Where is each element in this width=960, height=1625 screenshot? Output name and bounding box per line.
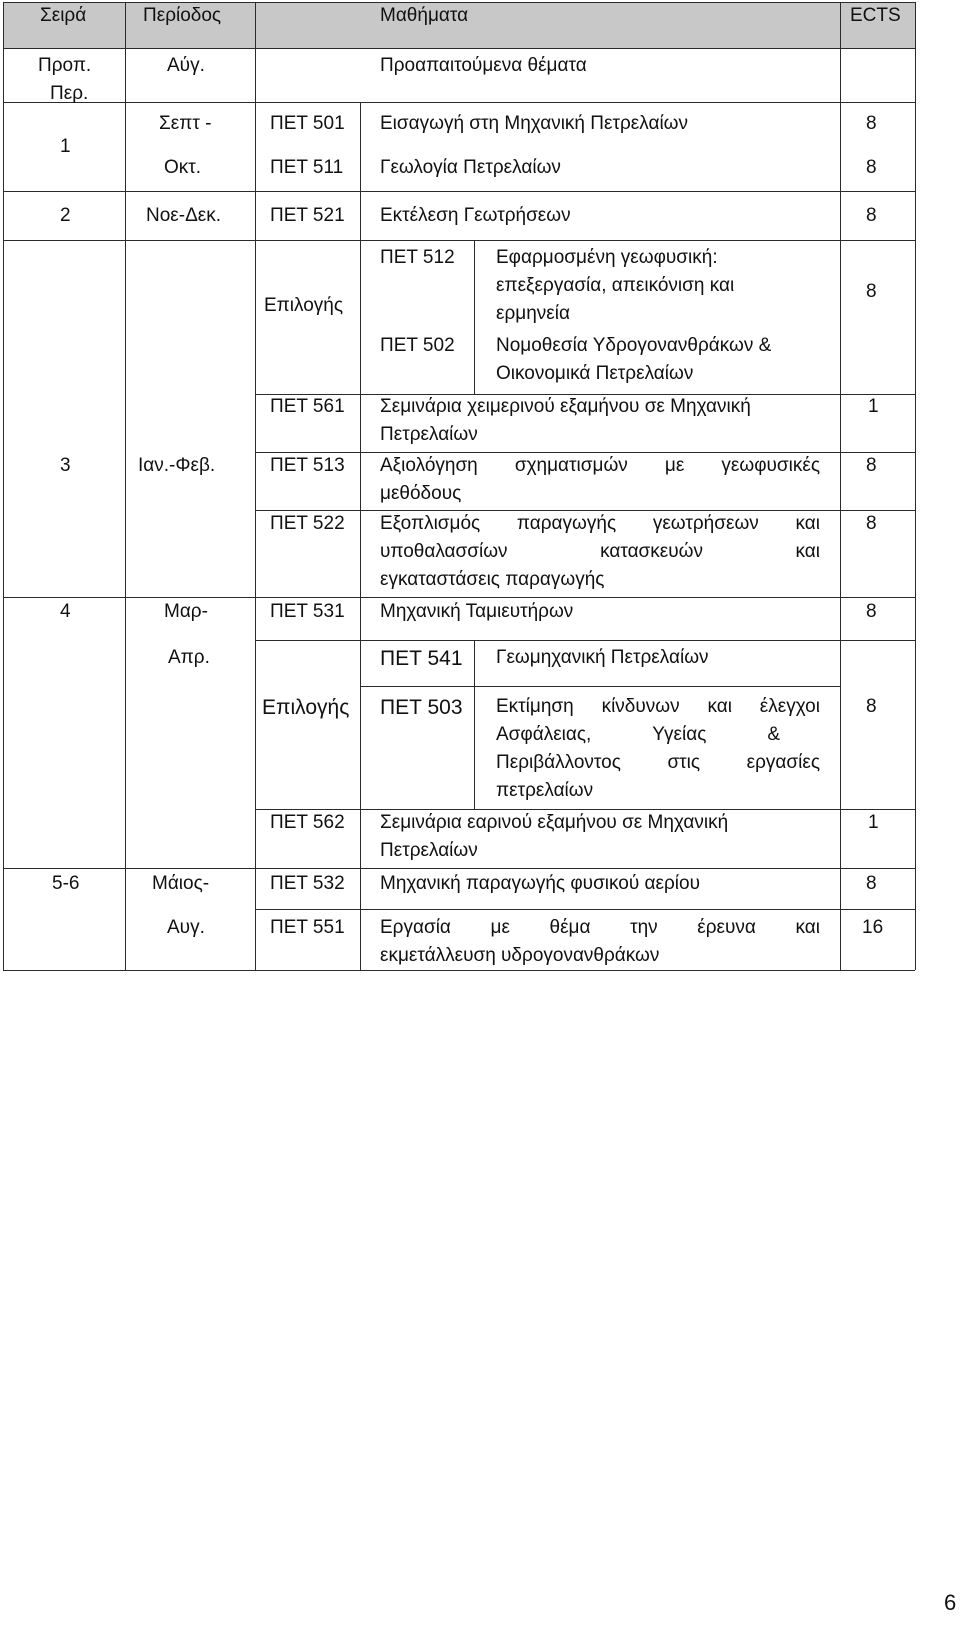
cell-course-code: ΠΕΤ 521 bbox=[270, 205, 345, 226]
cell-course-title-line: Περιβάλλοντος στις εργασίες bbox=[496, 752, 820, 773]
row-divider bbox=[3, 868, 915, 869]
cell-period: Αυγ. bbox=[167, 917, 205, 938]
cell-ects: 8 bbox=[866, 601, 877, 622]
row-divider bbox=[255, 452, 915, 453]
cell-course-title: Νομοθεσία Υδρογονανθράκων & bbox=[496, 335, 772, 356]
column-divider bbox=[360, 102, 361, 970]
cell-seira: 5-6 bbox=[52, 873, 80, 894]
cell-course-title: Μηχανική Ταμιευτήρων bbox=[380, 601, 574, 622]
cell-course-title: Γεωμηχανική Πετρελαίων bbox=[496, 647, 709, 668]
cell-course-title-line: Εκτίμηση κίνδυνων και έλεγχοι bbox=[496, 696, 820, 717]
cell-course-title: Οικονομικά Πετρελαίων bbox=[496, 363, 694, 384]
cell-course-code: ΠΕΤ 503 bbox=[380, 696, 463, 719]
cell-course-title-line: Ασφάλειας, Υγείας & bbox=[496, 724, 780, 745]
row-divider bbox=[255, 640, 915, 641]
cell-ects: 8 bbox=[866, 205, 877, 226]
table-border-bottom bbox=[3, 970, 915, 971]
cell-course-title: Πετρελαίων bbox=[380, 424, 478, 445]
table-border-top bbox=[3, 2, 915, 3]
cell-course-title: επεξεργασία, απεικόνιση και bbox=[496, 275, 735, 296]
row-divider bbox=[3, 240, 915, 241]
cell-course-title: Προαπαιτούμενα θέματα bbox=[380, 55, 587, 76]
cell-course-title: ερμηνεία bbox=[496, 303, 570, 324]
cell-course-title: Πετρελαίων bbox=[380, 840, 478, 861]
row-divider bbox=[3, 191, 915, 192]
cell-seira: Προπ. bbox=[38, 55, 92, 76]
cell-course-title: Σεμινάρια εαρινού εξαμήνου σε Μηχανική bbox=[380, 812, 729, 833]
row-divider bbox=[255, 909, 915, 910]
cell-course-code: ΠΕΤ 512 bbox=[380, 247, 455, 268]
cell-seira: 1 bbox=[60, 136, 71, 157]
page-number: 6 bbox=[944, 1590, 957, 1615]
cell-seira: Περ. bbox=[50, 83, 89, 104]
cell-period: Απρ. bbox=[168, 647, 210, 668]
cell-course-code: ΠΕΤ 513 bbox=[270, 455, 345, 476]
cell-seira: 4 bbox=[60, 601, 71, 622]
table-border-right bbox=[915, 2, 916, 970]
elective-label: Επιλογής bbox=[264, 295, 344, 316]
column-divider bbox=[255, 2, 256, 970]
cell-seira: 2 bbox=[60, 205, 71, 226]
cell-course-code: ΠΕΤ 501 bbox=[270, 113, 345, 134]
cell-course-code: ΠΕΤ 532 bbox=[270, 873, 345, 894]
cell-ects: 8 bbox=[866, 455, 877, 476]
cell-course-title-line: Εξοπλισμός παραγωγής γεωτρήσεων και bbox=[380, 513, 820, 534]
header-ects: ECTS bbox=[850, 5, 901, 26]
cell-period: Μάιος- bbox=[152, 873, 210, 894]
row-divider bbox=[255, 394, 915, 395]
cell-seira: 3 bbox=[60, 455, 71, 476]
cell-course-title-line: Αξιολόγηση σχηματισμών με γεωφυσικές bbox=[380, 455, 820, 476]
cell-course-title: Γεωλογία Πετρελαίων bbox=[380, 157, 561, 178]
row-divider bbox=[255, 809, 915, 810]
cell-ects: 8 bbox=[866, 513, 877, 534]
cell-course-code: ΠΕΤ 531 bbox=[270, 601, 345, 622]
cell-period: Ιαν.-Φεβ. bbox=[138, 455, 216, 476]
header-divider bbox=[3, 48, 915, 49]
cell-period: Οκτ. bbox=[164, 157, 202, 178]
cell-period: Μαρ- bbox=[164, 601, 208, 622]
row-divider bbox=[3, 102, 915, 103]
header-seira: Σειρά bbox=[40, 5, 87, 26]
cell-course-code: ΠΕΤ 502 bbox=[380, 335, 455, 356]
cell-ects: 16 bbox=[862, 917, 884, 938]
row-divider bbox=[3, 597, 915, 598]
cell-course-title: μεθόδους bbox=[380, 483, 462, 504]
cell-course-code: ΠΕΤ 511 bbox=[270, 157, 344, 178]
column-divider bbox=[840, 2, 841, 970]
cell-course-code: ΠΕΤ 522 bbox=[270, 513, 345, 534]
row-divider bbox=[360, 686, 840, 687]
cell-course-title-line: Εργασία με θέμα την έρευνα και bbox=[380, 917, 820, 938]
cell-course-title-line: υποθαλασσίων κατασκευών και bbox=[380, 541, 820, 562]
cell-ects: 1 bbox=[868, 812, 879, 833]
cell-ects: 8 bbox=[866, 113, 877, 134]
column-divider bbox=[125, 2, 126, 970]
cell-ects: 8 bbox=[866, 696, 877, 717]
cell-course-title: εγκαταστάσεις παραγωγής bbox=[380, 569, 605, 590]
header-periodos: Περίοδος bbox=[143, 5, 222, 26]
cell-course-title: Σεμινάρια χειμερινού εξαμήνου σε Μηχανική bbox=[380, 396, 751, 417]
column-divider bbox=[474, 240, 475, 394]
column-divider bbox=[474, 640, 475, 809]
cell-ects: 8 bbox=[866, 873, 877, 894]
cell-course-title: Εφαρμοσμένη γεωφυσική: bbox=[496, 247, 718, 268]
cell-course-code: ΠΕΤ 561 bbox=[270, 396, 345, 417]
row-divider bbox=[255, 510, 915, 511]
cell-course-code: ΠΕΤ 551 bbox=[270, 917, 345, 938]
cell-period: Σεπτ - bbox=[159, 113, 212, 134]
cell-course-title: Εισαγωγή στη Μηχανική Πετρελαίων bbox=[380, 113, 688, 134]
cell-ects: 8 bbox=[866, 157, 877, 178]
cell-course-title: Μηχανική παραγωγής φυσικού αερίου bbox=[380, 873, 700, 894]
elective-label: Επιλογής bbox=[262, 696, 350, 719]
table-border-left bbox=[3, 2, 4, 970]
cell-ects: 8 bbox=[866, 281, 877, 302]
cell-course-title: πετρελαίων bbox=[496, 780, 594, 801]
cell-period: Αύγ. bbox=[167, 55, 205, 76]
cell-course-code: ΠΕΤ 562 bbox=[270, 812, 345, 833]
cell-ects: 1 bbox=[868, 396, 879, 417]
cell-period: Νοε-Δεκ. bbox=[146, 205, 222, 226]
cell-course-code: ΠΕΤ 541 bbox=[380, 647, 463, 670]
header-mathimata: Μαθήματα bbox=[380, 5, 469, 26]
cell-course-title: Εκτέλεση Γεωτρήσεων bbox=[380, 205, 571, 226]
cell-course-title: εκμετάλλευση υδρογονανθράκων bbox=[380, 945, 660, 966]
